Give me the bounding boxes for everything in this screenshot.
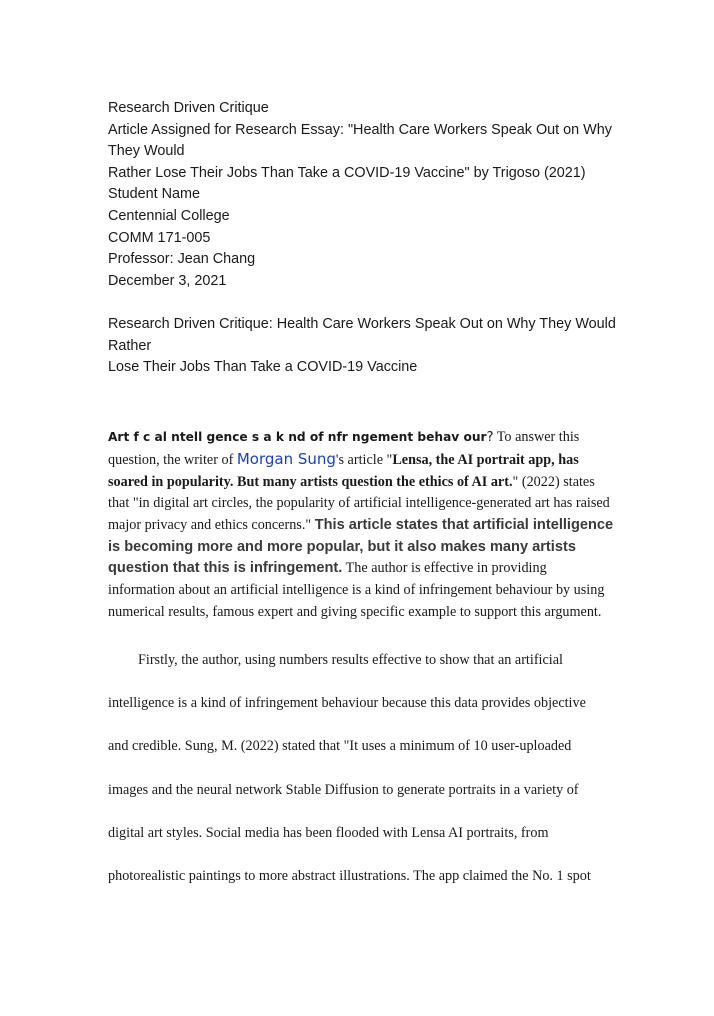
intro-possessive: 's article " bbox=[335, 451, 393, 468]
header-line-student-name: Student Name bbox=[108, 186, 200, 203]
question-mark: ? bbox=[486, 430, 494, 446]
header-line-date: December 3, 2021 bbox=[108, 272, 227, 289]
article-title: Lensa, the AI portrait app, has soared in popularity. But many artists question the ethics of AI art. bbox=[108, 451, 579, 490]
intro-lead-in: To answer this question, the writer of bbox=[108, 429, 580, 468]
body-paragraph bbox=[108, 650, 614, 909]
intro-paragraph bbox=[108, 427, 614, 623]
title-line: Rather bbox=[108, 337, 152, 354]
title-line: Lose Their Jobs Than Take a COVID-19 Vaccine bbox=[108, 359, 418, 376]
intro-quote: " (2022) states that "in digital art circles, the popularity of artificial intelligence-generated art has raised major privacy and ethics concerns." bbox=[108, 473, 610, 533]
body-line: and credible. Sung, M. (2022) stated that "It uses a minimum of 10 user-uploaded bbox=[108, 738, 572, 755]
body-line: digital art styles. Social media has been flooded with Lensa AI portraits, from bbox=[108, 824, 549, 841]
header-line-article-title: Rather Lose Their Jobs Than Take a COVID-19 Vaccine" by Trigoso (2021) bbox=[108, 164, 586, 181]
header-line-critique-label: Research Driven Critique bbox=[108, 100, 269, 116]
body-line: Firstly, the author, using numbers results effective to show that an artificial bbox=[138, 652, 563, 668]
header-line-professor: Professor: Jean Chang bbox=[108, 251, 256, 268]
essay-header bbox=[108, 98, 628, 292]
author-link[interactable]: Morgan Sung bbox=[236, 449, 336, 468]
header-line-assigned-article-cont: They Would bbox=[108, 143, 185, 160]
body-line: intelligence is a kind of infringement behaviour because this data provides objective bbox=[108, 695, 586, 712]
title-line: Research Driven Critique: Health Care Workers Speak Out on Why They Would bbox=[108, 316, 616, 332]
research-question: Art f c al ntell gence s a k nd of nfr ngement behav our bbox=[108, 430, 487, 445]
body-line: images and the neural network Stable Diffusion to generate portraits in a variety of bbox=[108, 781, 579, 798]
intro-closing: The author is effective in providing information about an artificial intelligence is a kind of infringement behaviour by using numerical results, famous expert and giving specific example to support this argument. bbox=[108, 560, 605, 620]
header-line-course-code: COMM 171-005 bbox=[108, 229, 211, 246]
header-line-college: Centennial College bbox=[108, 207, 230, 224]
essay-title bbox=[108, 314, 628, 379]
thesis-statement: This article states that artificial intelligence is becoming more and more popular, but it also makes many artists question that this is infringement. bbox=[108, 517, 614, 577]
header-line-assigned-article: Article Assigned for Research Essay: "Health Care Workers Speak Out on Why bbox=[108, 121, 612, 138]
body-line: photorealistic paintings to more abstract illustrations. The app claimed the No. 1 spot bbox=[108, 867, 591, 884]
